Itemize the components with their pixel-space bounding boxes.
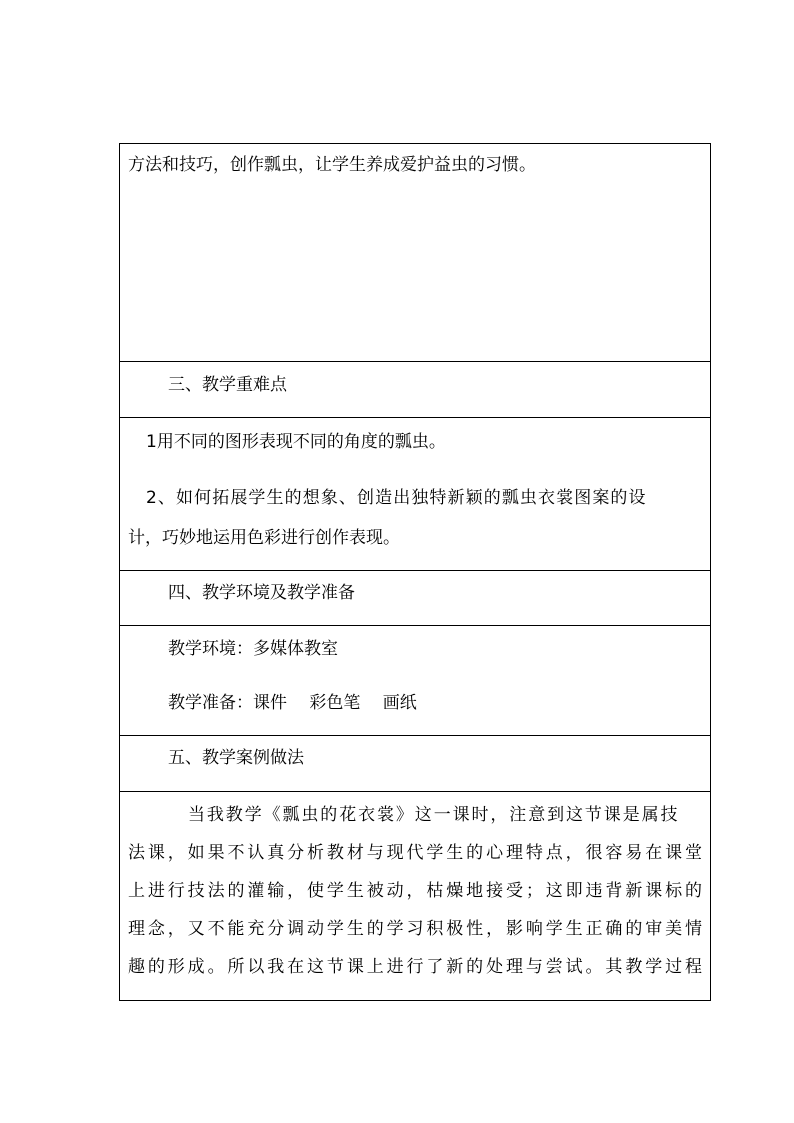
case-paragraph-line-1: 当我教学《瓢虫的花衣裳》这一课时，注意到这节课是属技 [188,805,680,825]
section5-content-cell [120,792,710,1000]
section5-heading: 五、教学案例做法 [168,748,304,768]
difficulty-point-2: 2、如何拓展学生的想象、创造出独特新颖的瓢虫衣裳图案的设 [146,488,647,508]
section3-heading-cell [120,362,710,418]
section4-heading: 四、教学环境及教学准备 [168,583,355,603]
case-paragraph-line-2: 法课，如果不认真分析教材与现代学生的心理特点，很容易在课堂 [128,843,702,863]
lesson-plan-table [119,143,711,1001]
objective-text: 方法和技巧，创作瓢虫，让学生养成爱护益虫的习惯。 [128,155,536,175]
section4-heading-cell [120,571,710,626]
case-paragraph-line-5: 趣的形成。所以我在这节课上进行了新的处理与尝试。其教学过程 [128,957,702,977]
case-paragraph-line-4: 理念，又不能充分调动学生的学习积极性，影响学生正确的审美情 [128,919,702,939]
section5-heading-cell [120,736,710,792]
objective-cell [120,144,710,362]
teaching-preparation: 教学准备：课件 彩色笔 画纸 [168,693,417,713]
difficulty-point-2-cont: 计，巧妙地运用色彩进行创作表现。 [128,528,400,548]
case-paragraph-line-3: 上进行技法的灌输，使学生被动，枯燥地接受；这即违背新课标的 [128,881,702,901]
section3-content-cell [120,418,710,571]
section3-heading: 三、教学重难点 [168,375,287,395]
teaching-environment: 教学环境：多媒体教室 [168,639,338,659]
difficulty-point-1: 1用不同的图形表现不同的角度的瓢虫。 [146,432,446,452]
section4-content-cell [120,626,710,736]
